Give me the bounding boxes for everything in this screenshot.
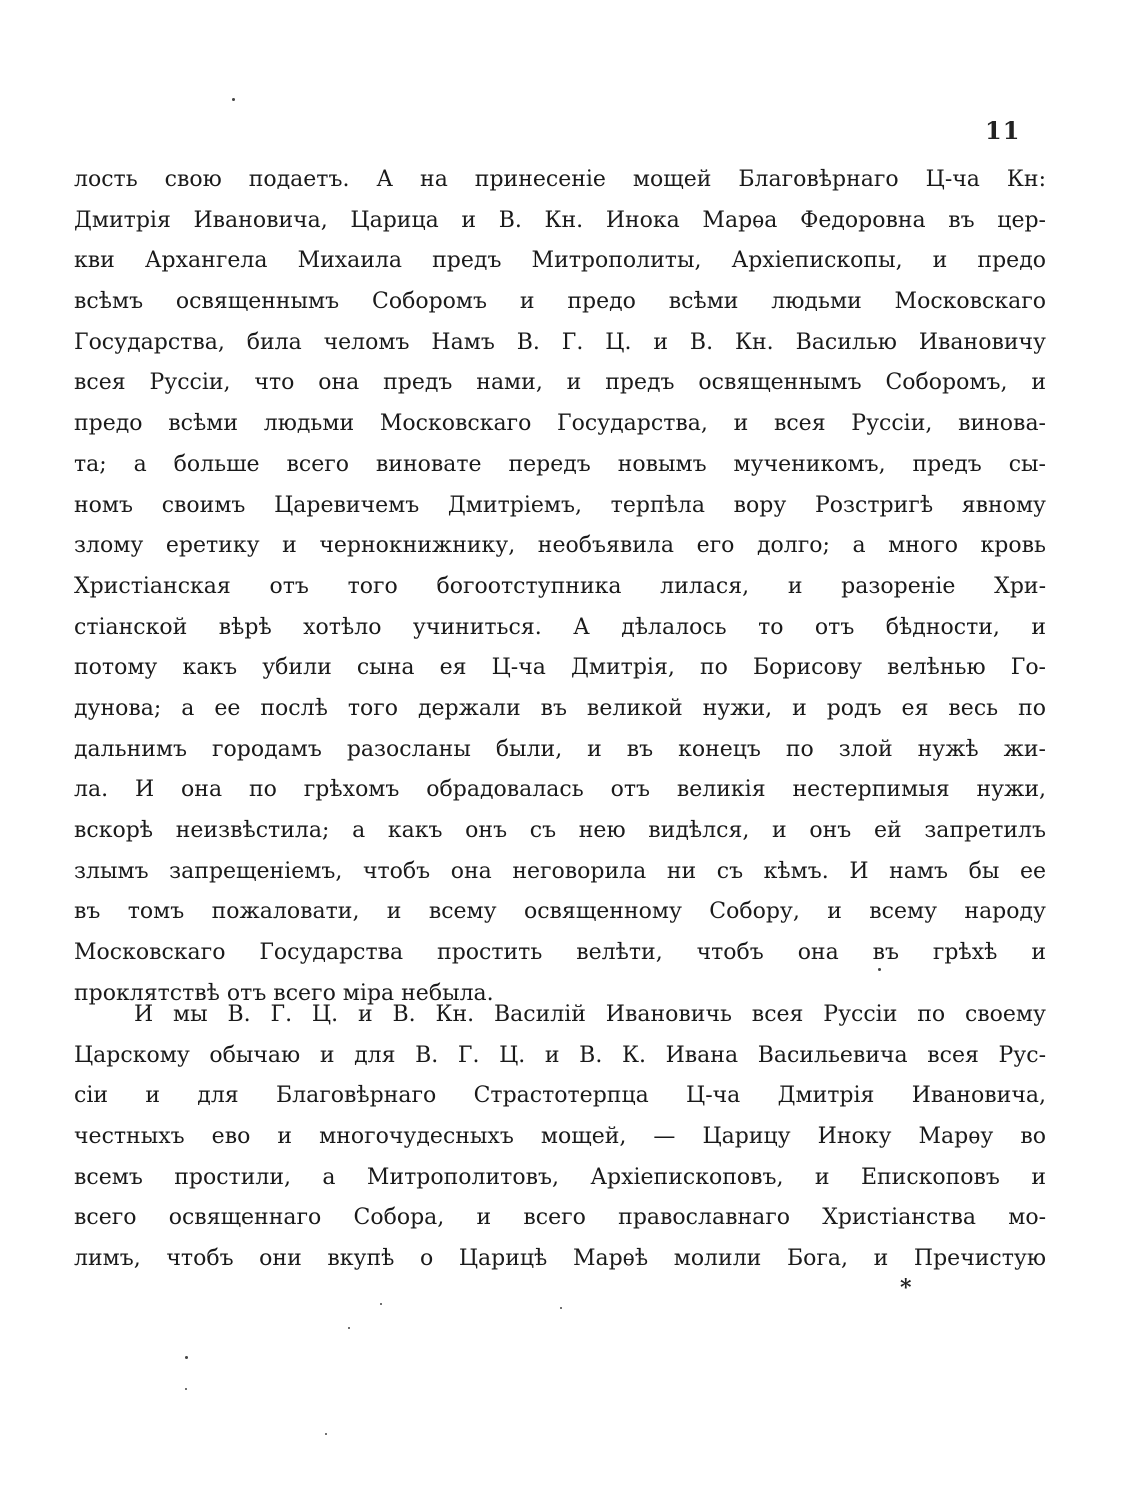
- print-speck: [325, 1433, 327, 1435]
- text-line: предо всѣми людьми Московскаго Государства, и всея Руссіи, винова-: [74, 411, 1046, 437]
- text-line: Царскому обычаю и для В. Г. Ц. и В. К. Ивана Васильевича всея Рус-: [74, 1042, 1046, 1068]
- text-line: всего освященнаго Собора, и всего православнаго Христіанства мо-: [74, 1205, 1046, 1231]
- text-line: Христіанская отъ того богоотступника лилася, и разореніе Хри-: [74, 573, 1046, 599]
- text-line: дунова; а ее послѣ того держали въ великой нужи, и родъ ея весь по: [74, 695, 1046, 721]
- print-speck: [878, 968, 881, 971]
- text-line: Дмитрія Ивановича, Царица и В. Кн. Инока Марѳа Федоровна въ цер-: [74, 207, 1046, 233]
- catchword-asterisk: *: [900, 1275, 912, 1301]
- text-line: потому какъ убили сына ея Ц-ча Дмитрія, по Борисову велѣнью Го-: [74, 655, 1046, 681]
- print-speck: [560, 1307, 562, 1309]
- text-line: лимъ, чтобъ они вкупѣ о Царицѣ Марѳѣ молили Бога, и Пречистую: [74, 1246, 1046, 1272]
- text-line: сіи и для Благовѣрнаго Страстотерпца Ц-ча Дмитрія Ивановича,: [74, 1083, 1046, 1109]
- text-line: вскорѣ неизвѣстила; а какъ онъ съ нею видѣлся, и онъ ей запретилъ: [74, 818, 1046, 843]
- page-number: 11: [985, 116, 1021, 145]
- text-line: кви Архангела Михаила предъ Митрополиты, Архіепископы, и предо: [74, 248, 1046, 274]
- text-line: лость свою подаетъ. А на принесеніе мощей Благовѣрнаго Ц-ча Кн:: [74, 167, 1046, 192]
- text-line: честныхъ ево и многочудесныхъ мощей, — Царицу Иноку Марѳу во: [74, 1124, 1046, 1150]
- print-speck: [185, 1356, 188, 1359]
- text-line: всея Руссіи, что она предъ нами, и предъ освященнымъ Соборомъ, и: [74, 370, 1046, 396]
- text-line: проклятствѣ отъ всего міра небыла.: [74, 980, 494, 1006]
- text-line: номъ своимъ Царевичемъ Дмитріемъ, терпѣла вору Розстригѣ явному: [74, 492, 1046, 518]
- paragraph-2: [74, 995, 1046, 1280]
- text-line: та; а больше всего виновате передъ новымъ мученикомъ, предъ сы-: [74, 451, 1046, 477]
- text-line: Государства, била челомъ Намъ В. Г. Ц. и В. Кн. Василью Ивановичу: [74, 329, 1046, 355]
- print-speck: [232, 98, 235, 101]
- text-line: ла. И она по грѣхомъ обрадовалась отъ великія нестерпимыя нужи,: [74, 777, 1046, 803]
- print-speck: [348, 1327, 350, 1329]
- paragraph-1: [74, 160, 1046, 1014]
- text-line: дальнимъ городамъ разосланы были, и въ конецъ по злой нужѣ жи-: [74, 736, 1046, 762]
- text-line: Московскаго Государства простить велѣти, чтобъ она въ грѣхѣ и: [74, 940, 1046, 966]
- text-line: всѣмъ освященнымъ Соборомъ и предо всѣми людьми Московскаго: [74, 289, 1046, 315]
- text-line: злому еретику и чернокнижнику, необъявила его долго; а много кровь: [74, 533, 1046, 559]
- text-line: въ томъ пожаловати, и всему освященному Собору, и всему народу: [74, 899, 1046, 925]
- print-speck: [185, 1388, 187, 1390]
- print-speck: [380, 1303, 382, 1305]
- text-line: злымъ запрещеніемъ, чтобъ она неговорила ни съ кѣмъ. И намъ бы ее: [74, 858, 1046, 884]
- text-line: стіанской вѣрѣ хотѣло учиниться. А дѣлалось то отъ бѣдности, и: [74, 614, 1046, 640]
- text-line: всемъ простили, а Митрополитовъ, Архіепископовъ, и Епископовъ и: [74, 1164, 1046, 1190]
- text-line: И мы В. Г. Ц. и В. Кн. Василій Ивановичь всея Руссіи по своему: [134, 1002, 1046, 1027]
